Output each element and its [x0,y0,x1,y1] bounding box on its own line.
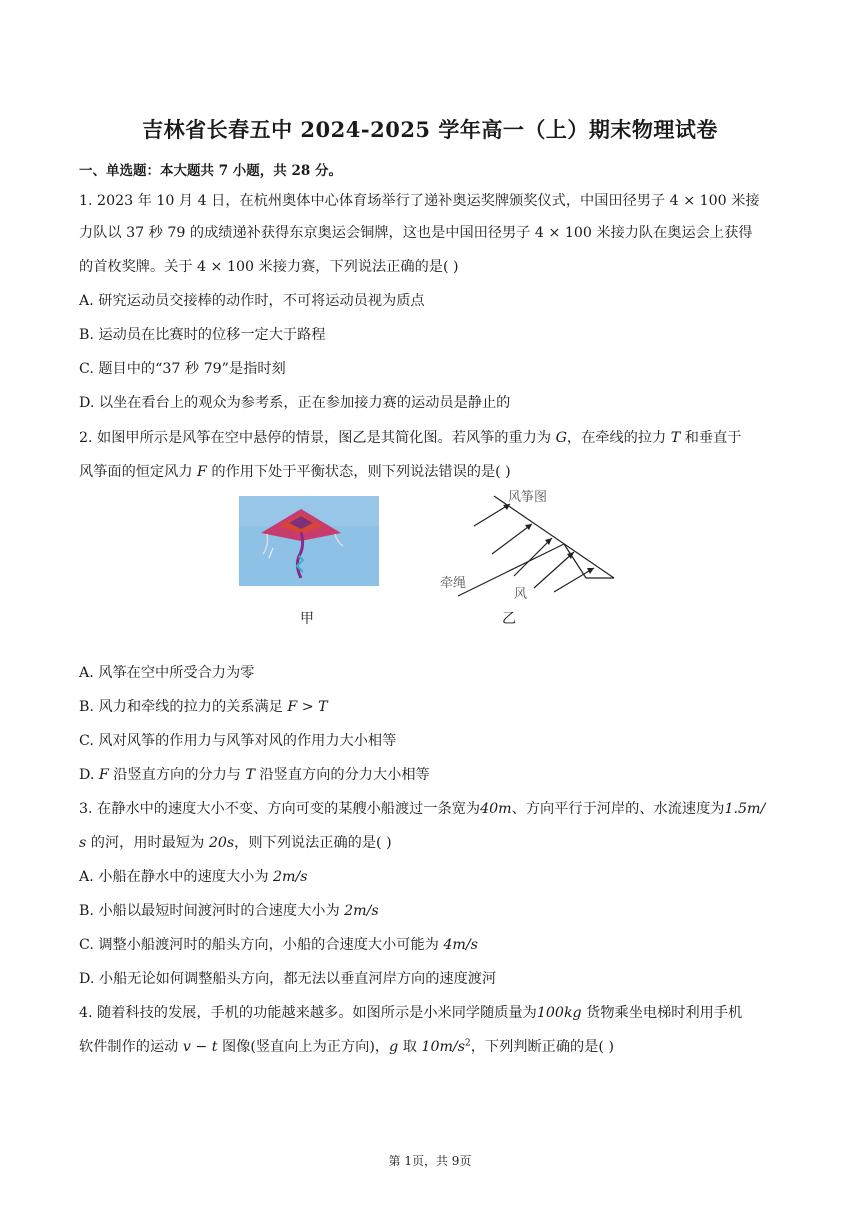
q4-line2 [79,1036,614,1056]
q4-text: 软件制作的运动 [79,1039,183,1055]
q3-option-a [79,866,308,886]
q4-mass: 100kg [536,1005,582,1021]
q2-symbol-f: F [197,464,207,480]
q2-text: 风筝面的恒定风力 [79,464,198,480]
q1-option-a: A. 研究运动员交接棒的动作时，不可将运动员视为质点 [79,293,425,309]
q1-option-d: D. 以坐在看台上的观众为参考系，正在参加接力赛的运动员是静止的 [79,395,511,411]
q2-b-text: B. 风力和牵线的拉力的关系满足 [79,699,288,715]
q3-option-c [79,934,478,954]
q3-width: 40m [480,801,512,817]
q1-line1: 1. 2023 年 10 月 4 日，在杭州奥体中心体育场举行了递补奥运奖牌颁奖仪式，中国田径男子 4 × 100 米接 [79,193,760,209]
q4-text: ，下列判断正确的是( ) [470,1039,615,1055]
q4-line1 [79,1002,742,1022]
figure-label-yi: 乙 [502,611,516,627]
q2-line2 [79,461,511,481]
q2-option-b [79,696,328,716]
q4-vt: v − t [182,1039,218,1055]
q4-sup: 2 [465,1038,471,1049]
q3-a-math: 2m/s [273,869,308,885]
page-footer: 第 1页，共 9页 [388,1154,472,1168]
q3-c-math: 4m/s [443,937,478,953]
section-heading: 一、单选题：本大题共 7 小题，共 28 分。 [79,163,342,179]
q4-text: 取 [398,1039,422,1055]
q4-text: 图像(竖直向上为正方向)， [217,1039,390,1055]
q3-text: 的河，用时最短为 [86,835,209,851]
q3-b-math: 2m/s [344,903,379,919]
q1-line2: 力队以 37 秒 79 的成绩递补获得东京奥运会铜牌，这也是中国田径男子 4 × 100 米接力队在奥运会上获得 [79,225,753,241]
page-title: 吉林省长春五中 2024-2025 学年高一（上）期末物理试卷 [142,117,718,142]
q2-option-a: A. 风筝在空中所受合力为零 [79,665,255,681]
q4-g: g [389,1039,399,1055]
q3-line1 [79,798,765,818]
q2-b-math: F > T [287,699,328,715]
q3-time: 20s [208,835,235,851]
q3-b-text: B. 小船以最短时间渡河时的合速度大小为 [79,903,345,919]
q2-text: 2. 如图甲所示是风筝在空中悬停的情景，图乙是其简化图。若风筝的重力为 [79,430,556,446]
q3-option-d: D. 小船无论如何调整船头方向，都无法以垂直河岸方向的速度渡河 [79,971,497,987]
q2-d-f: F [98,767,109,783]
q2-text: 的作用下处于平衡状态，则下列说法错误的是( ) [206,464,511,480]
q2-symbol-t: T [670,430,681,446]
q2-symbol-g: G [555,430,567,446]
q3-unit-s: s [79,835,87,851]
q3-text: 3. 在静水中的速度大小不变、方向可变的某艘小船渡过一条宽为 [79,801,481,817]
q3-text: ，则下列说法正确的是( ) [234,835,392,851]
q2-d-text: D. [79,767,99,783]
q2-d-t: T [245,767,255,783]
figure-label-kite: 风筝图 [508,490,548,505]
q2-text: ，在牵线的拉力 [566,430,671,446]
q3-option-b [79,900,379,920]
q1-line3: 的首枚奖牌。关于 4 × 100 米接力赛，下列说法正确的是( ) [79,259,459,275]
q1-option-b: B. 运动员在比赛时的位移一定大于路程 [79,327,326,343]
figure-label-wind: 风 [514,587,528,602]
q1-option-c: C. 题目中的“37 秒 79”是指时刻 [79,361,286,377]
q4-text: 货物乘坐电梯时利用手机 [581,1005,743,1021]
kite-photo-figure [239,496,379,586]
q3-c-text: C. 调整小船渡河时的船头方向，小船的合速度大小可能为 [79,937,444,953]
q2-line1 [79,427,741,447]
q3-a-text: A. 小船在静水中的速度大小为 [79,869,274,885]
q4-g-value: 10m/s [421,1039,465,1055]
q4-text: 4. 随着科技的发展，手机的功能越来越多。如图所示是小米同学随质量为 [79,1005,537,1021]
q2-text: 和垂直于 [680,430,742,446]
q3-line2 [79,832,392,852]
q2-d-text: 沿竖直方向的分力大小相等 [254,767,430,783]
q3-text: 、方向平行于河岸的、水流速度为 [511,801,725,817]
q2-d-text: 沿竖直方向的分力与 [108,767,246,783]
figure-label-string: 牵绳 [440,576,467,591]
figure-label-jia: 甲 [300,611,314,627]
q3-speed: 1.5m/ [724,801,766,817]
q2-option-c: C. 风对风筝的作用力与风筝对风的作用力大小相等 [79,733,397,749]
q2-option-d [79,764,430,784]
